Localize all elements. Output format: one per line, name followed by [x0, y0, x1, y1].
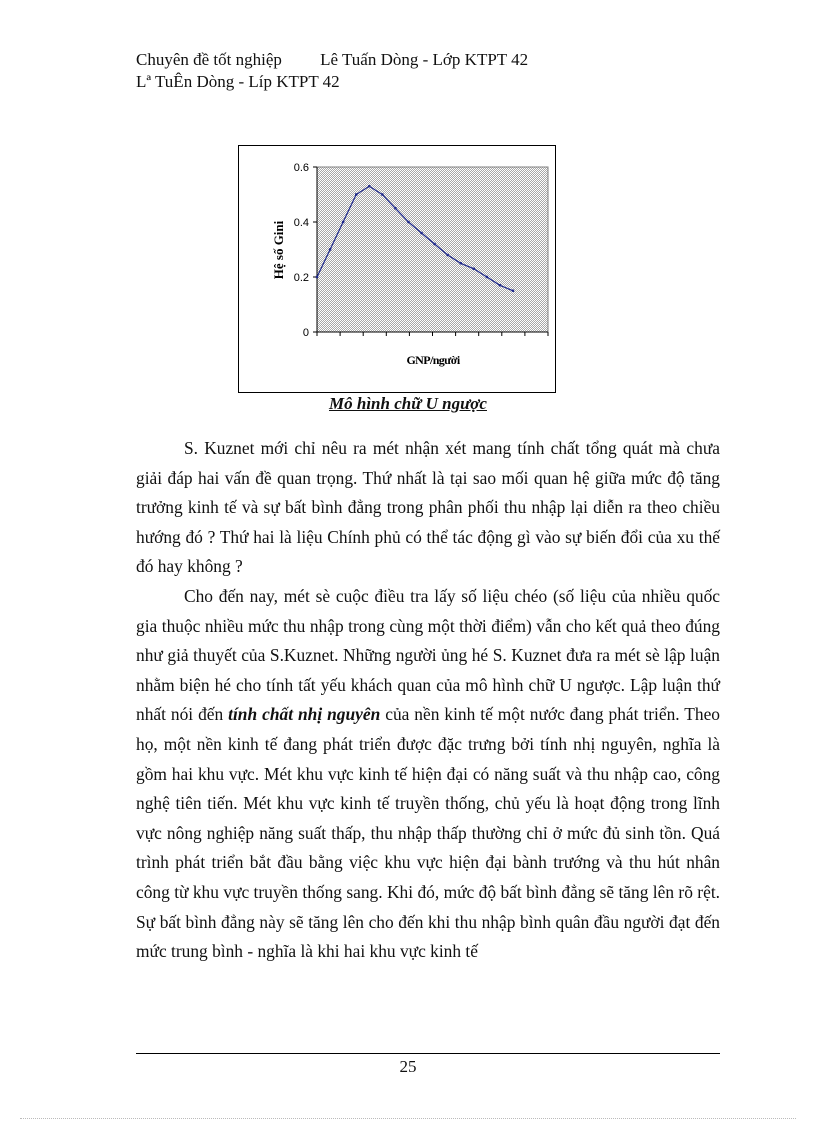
data-point — [381, 193, 383, 195]
data-point — [407, 221, 409, 223]
paragraph-1: S. Kuznet mới chỉ nêu ra mét nhận xét mang tính chất tổng quát mà chưa giải đáp hai vấn đề quan trọng. Thứ nhất là tại sao mối quan hệ giữa mức độ tăng trưởng kinh tế và sự bất bình đẳng trong phân phối thu nhập lại diễn ra theo chiều hướng đó ? Thứ hai là liệu Chính phủ có thể tác động gì vào sự biến đổi của xu thế đó hay không ? — [136, 438, 720, 577]
data-point — [329, 248, 331, 250]
body-text — [136, 434, 720, 967]
data-point — [460, 262, 462, 264]
y-tick-label: 0.2 — [293, 272, 309, 284]
paragraph-2 — [136, 582, 720, 967]
page-bottom-border — [20, 1118, 796, 1119]
data-point — [394, 207, 396, 209]
data-point — [473, 268, 475, 270]
data-point — [420, 232, 422, 234]
y-tick-label: 0.4 — [293, 217, 309, 229]
data-point — [368, 185, 370, 187]
y-tick-label: 0 — [302, 327, 309, 339]
data-point — [342, 221, 344, 223]
emphasis-term: tính chất nhị nguyên — [228, 704, 381, 725]
data-point — [355, 193, 357, 195]
footer-rule — [136, 1053, 720, 1054]
running-header: Chuyên đề tốt nghiệp Lê Tuấn Dòng - Lớp KTPT 42 — [136, 50, 529, 69]
y-tick-label: 0.6 — [293, 162, 309, 174]
data-point — [499, 284, 501, 286]
data-point — [486, 276, 488, 278]
data-point — [446, 254, 448, 256]
data-point — [512, 290, 514, 292]
data-point — [316, 276, 318, 278]
paragraph-2-part-1: Cho đến nay, mét sè cuộc điều tra lấy số liệu chéo (số liệu của nhiều quốc gia thuộc nhiều mức thu nhập trong cùng một thời điểm) vẫn cho kết quả theo đúng như giả thuyết của S.Kuznet. Những người ủng hé S. Kuznet đưa ra mét sè lập luận nhằm biện hé cho tính tất yếu khách quan của mô hình chữ U ngược. Lập luận thứ nhất nói đến — [136, 585, 720, 725]
figure-caption: Mô hình chữ U ngược — [329, 394, 487, 413]
gini-chart — [238, 145, 556, 393]
gini-chart-svg — [239, 146, 555, 392]
running-header-duplicate: Lª TuÊn Dòng - Líp KTPT 42 — [136, 72, 340, 91]
y-axis-label: Hệ số Gini — [271, 220, 286, 280]
plot-area — [317, 167, 548, 332]
x-axis-label: GNP/người — [406, 353, 460, 367]
data-point — [433, 243, 435, 245]
page-number: 25 — [399, 1057, 417, 1076]
paragraph-2-part-2: của nền kinh tế một nước đang phát triển. Theo họ, một nền kinh tế đang phát triển được đặc trưng bởi tính nhị nguyên, nghĩa là gồm hai khu vực. Mét khu vực kinh tế hiện đại có năng suất và thu nhập cao, công nghệ tiên tiến. Mét khu vực kinh tế truyền thống, chủ yếu là hoạt động trong lĩnh vực nông nghiệp năng suất thấp, thu nhập thấp thường chỉ ở mức đủ sinh tồn. Quá trình phát triển bắt đầu bằng việc khu vực hiện đại bành trướng và thu hút nhân công từ khu vực truyền thống sang. Khi đó, mức độ bất bình đẳng sẽ tăng lên rõ rệt. Sự bất bình đẳng này sẽ tăng lên cho đến khi thu nhập bình quân đầu người đạt đến mức trung bình - nghĩa là khi hai khu vực kinh tế — [136, 704, 720, 962]
